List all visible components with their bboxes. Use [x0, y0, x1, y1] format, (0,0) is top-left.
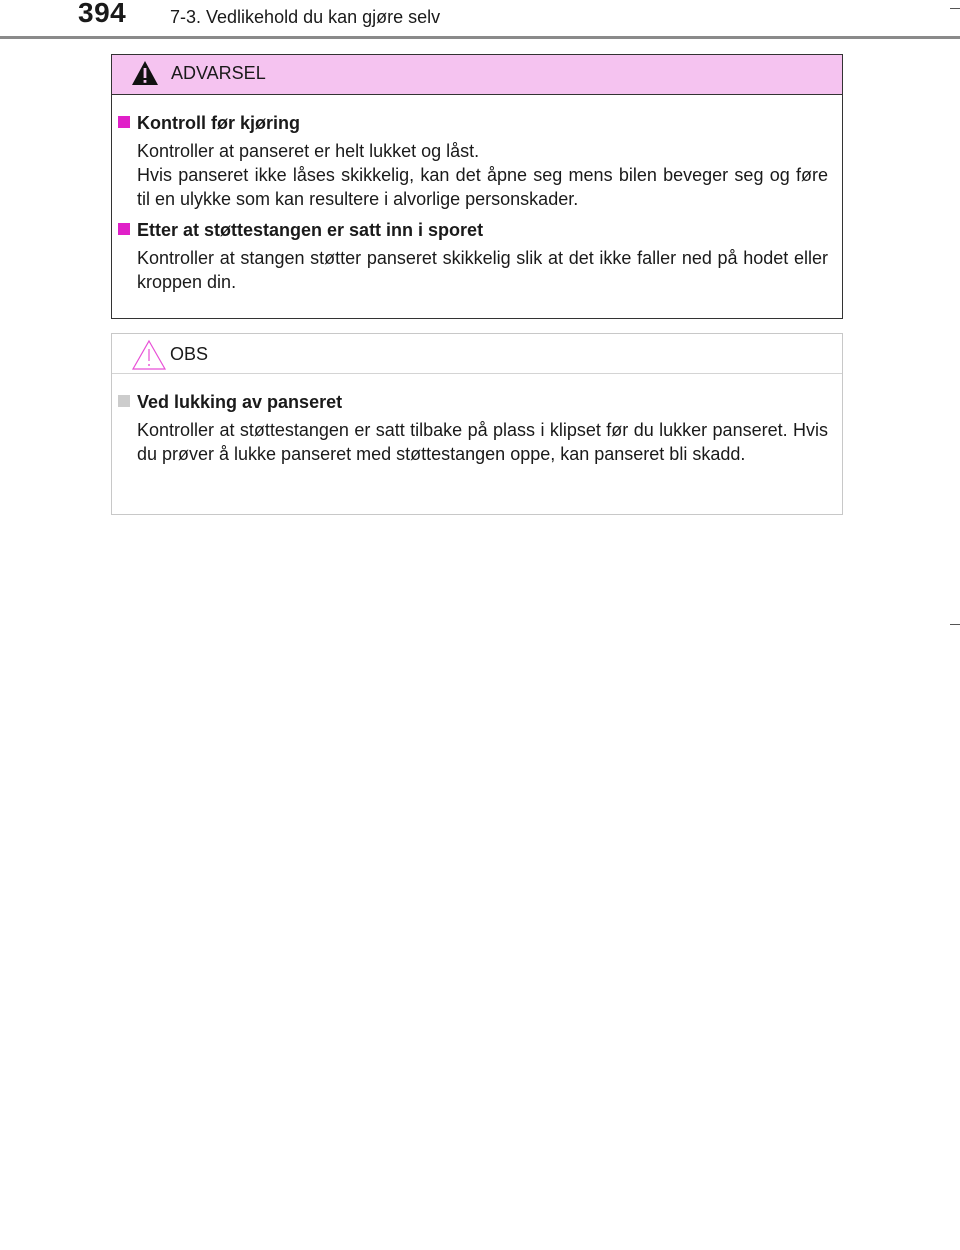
square-bullet-icon [118, 223, 130, 235]
item-paragraph: Kontroller at panseret er helt lukket og låst. [137, 141, 480, 161]
item-title-text: Etter at støttestangen er satt inn i sporet [137, 220, 484, 240]
item-text [118, 139, 828, 211]
item-title [118, 111, 828, 135]
item-text [118, 246, 828, 294]
page-number: 394 [78, 0, 127, 28]
notice-box [111, 333, 843, 515]
item-paragraph: Hvis panseret ikke låses skikkelig, kan det åpne seg mens bilen beveger seg og føre til en ulykke som kan resultere i alvorlige personskader. [137, 165, 828, 209]
warning-item [118, 111, 828, 211]
item-text [118, 418, 828, 466]
item-title-text: Ved lukking av panseret [137, 392, 343, 412]
warning-box-header [112, 55, 842, 95]
item-paragraph: Kontroller at støttestangen er satt tilbake på plass i klipset før du lukker panseret. Hvis du prøver å lukke panseret med støttestangen oppe, kan panseret bli skadd. [137, 420, 828, 464]
caution-triangle-outline-icon [131, 339, 167, 376]
page-header [0, 0, 960, 40]
item-title-text: Kontroll før kjøring [137, 113, 300, 133]
warning-box-body [112, 95, 842, 294]
item-title [118, 390, 828, 414]
warning-item [118, 218, 828, 294]
item-paragraph: Kontroller at stangen støtter panseret skikkelig slik at det ikke faller ned på hodet eller kroppen din. [137, 248, 828, 292]
item-title [118, 218, 828, 242]
header-rule [0, 36, 960, 39]
notice-label: OBS [170, 344, 209, 364]
notice-item [118, 390, 828, 466]
notice-box-body [112, 374, 842, 466]
crop-mark [950, 624, 960, 625]
notice-box-header [112, 334, 842, 374]
warning-label: ADVARSEL [171, 63, 266, 83]
section-title: 7-3. Vedlikehold du kan gjøre selv [170, 7, 441, 27]
warning-triangle-icon [131, 60, 159, 91]
crop-mark [950, 8, 960, 9]
square-bullet-icon [118, 395, 130, 407]
warning-box [111, 54, 843, 319]
square-bullet-icon [118, 116, 130, 128]
